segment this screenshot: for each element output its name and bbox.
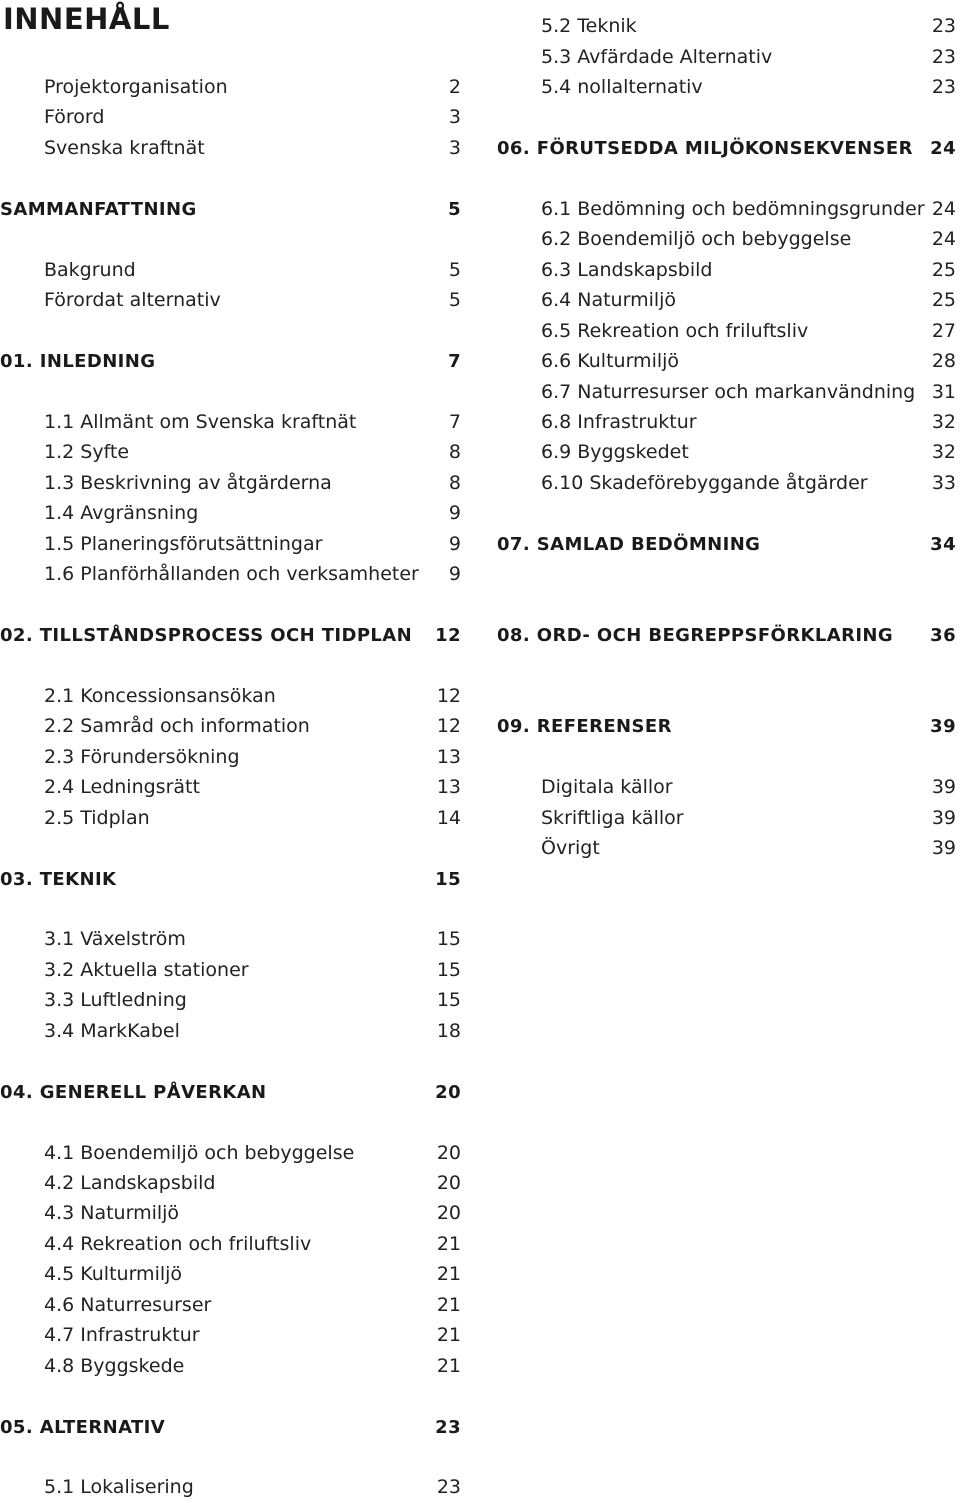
toc-page-number: 28 (931, 350, 956, 372)
toc-entry[interactable] (0, 803, 462, 833)
toc-entry-label: 5.1 Lokalisering (44, 1476, 194, 1498)
toc-entry-label: 6.8 Infrastruktur (541, 411, 697, 433)
toc-page-number: 27 (931, 320, 956, 342)
toc-page-number: 39 (930, 715, 956, 737)
toc-entry[interactable] (497, 285, 957, 315)
toc-page-number: 18 (436, 1020, 461, 1042)
toc-page-number: 23 (436, 1476, 461, 1498)
toc-entry[interactable] (0, 924, 462, 954)
toc-page-number: 3 (448, 106, 461, 128)
toc-page-number: 5 (448, 198, 461, 220)
toc-entry-label: 6.3 Landskapsbild (541, 259, 713, 281)
toc-entry[interactable] (497, 437, 957, 467)
toc-entry-label: 6.4 Naturmiljö (541, 289, 677, 311)
toc-entry-label: 2.1 Koncessionsansökan (44, 685, 276, 707)
toc-entry-label: 08. ORD- OCH BEGREPPSFÖRKLARING (497, 624, 894, 646)
toc-page-number: 12 (435, 624, 461, 646)
toc-page-number: 7 (448, 350, 461, 372)
toc-section-heading[interactable] (497, 133, 957, 163)
toc-entry-label: 3.4 MarkKabel (44, 1020, 180, 1042)
toc-entry[interactable] (497, 346, 957, 376)
toc-page-number: 33 (931, 472, 956, 494)
toc-entry-label: Svenska kraftnät (44, 137, 205, 159)
toc-section-heading[interactable] (0, 864, 462, 894)
toc-section-heading[interactable] (497, 620, 957, 650)
toc-page-number: 12 (436, 685, 461, 707)
toc-entry-label: Övrigt (541, 837, 600, 859)
toc-entry[interactable] (497, 255, 957, 285)
toc-section-heading[interactable] (497, 711, 957, 741)
toc-page-number: 9 (448, 502, 461, 524)
toc-entry-label: 5.4 nollalternativ (541, 76, 703, 98)
toc-entry-label: 4.6 Naturresurser (44, 1294, 212, 1316)
toc-page-number: 20 (436, 1142, 461, 1164)
toc-page-number: 34 (930, 533, 956, 555)
toc-page-number: 21 (436, 1263, 461, 1285)
toc-entry-label: 02. TILLSTÅNDSPROCESS OCH TIDPLAN (0, 624, 413, 646)
toc-entry-label: Förordat alternativ (44, 289, 221, 311)
toc-page-number: 39 (931, 807, 956, 829)
toc-entry-label: 2.5 Tidplan (44, 807, 150, 829)
toc-entry[interactable] (0, 985, 462, 1015)
toc-page-number: 3 (448, 137, 461, 159)
toc-page-number: 23 (931, 46, 956, 68)
toc-entry-label: 3.1 Växelström (44, 928, 186, 950)
toc-page-number: 20 (435, 1081, 461, 1103)
toc-entry-label: 4.4 Rekreation och friluftsliv (44, 1233, 312, 1255)
toc-entry-label: 4.8 Byggskede (44, 1355, 185, 1377)
toc-entry-label: 07. SAMLAD BEDÖMNING (497, 533, 761, 555)
toc-entry[interactable] (0, 1168, 462, 1198)
toc-entry-label: 05. ALTERNATIV (0, 1416, 166, 1438)
toc-entry[interactable] (0, 1138, 462, 1168)
toc-entry[interactable] (497, 833, 957, 863)
toc-entry[interactable] (0, 742, 462, 772)
toc-entry-label: 09. REFERENSER (497, 715, 672, 737)
toc-page-number: 20 (436, 1202, 461, 1224)
toc-entry-label: 04. GENERELL PÅVERKAN (0, 1081, 267, 1103)
toc-entry[interactable] (497, 468, 957, 498)
toc-section-heading[interactable] (0, 346, 462, 376)
toc-page-number: 39 (931, 776, 956, 798)
page-title: INNEHÅLL (3, 2, 170, 36)
toc-entry-label: 1.1 Allmänt om Svenska kraftnät (44, 411, 357, 433)
toc-page-number: 15 (436, 928, 461, 950)
toc-entry-label: 3.2 Aktuella stationer (44, 959, 249, 981)
toc-page-number: 24 (931, 228, 956, 250)
toc-entry[interactable] (0, 772, 462, 802)
toc-entry[interactable] (497, 772, 957, 802)
toc-entry[interactable] (497, 803, 957, 833)
toc-entry-label: Digitala källor (541, 776, 673, 798)
toc-entry-label: 03. TEKNIK (0, 868, 117, 890)
toc-entry-label: 5.3 Avfärdade Alternativ (541, 46, 773, 68)
toc-entry-label: 1.5 Planeringsförutsättningar (44, 533, 323, 555)
toc-entry[interactable] (0, 468, 462, 498)
toc-entry[interactable] (0, 285, 462, 315)
toc-entry-label: 4.5 Kulturmiljö (44, 1263, 183, 1285)
toc-entry[interactable] (0, 1229, 462, 1259)
toc-entry[interactable] (0, 711, 462, 741)
toc-entry[interactable] (0, 1198, 462, 1228)
toc-section-heading[interactable] (0, 1412, 462, 1442)
toc-page-number: 36 (930, 624, 956, 646)
toc-page-number: 31 (931, 381, 956, 403)
toc-entry[interactable] (0, 102, 462, 132)
toc-page-number: 12 (436, 715, 461, 737)
toc-entry-label: 6.7 Naturresurser och markanvändning (541, 381, 916, 403)
toc-entry-label: 6.5 Rekreation och friluftsliv (541, 320, 809, 342)
toc-entry-label: 6.9 Byggskedet (541, 441, 689, 463)
toc-page-number: 5 (448, 259, 461, 281)
toc-page-number: 5 (448, 289, 461, 311)
toc-page-number: 21 (436, 1233, 461, 1255)
toc-section-heading[interactable] (0, 194, 462, 224)
toc-page-number: 39 (931, 837, 956, 859)
toc-entry[interactable] (0, 72, 462, 102)
toc-section-heading[interactable] (0, 1077, 462, 1107)
toc-entry-label: 3.3 Luftledning (44, 989, 187, 1011)
toc-entry-label: 6.2 Boendemiljö och bebyggelse (541, 228, 852, 250)
toc-page-number: 23 (931, 76, 956, 98)
toc-entry-label: 2.4 Ledningsrätt (44, 776, 200, 798)
toc-entry-label: 6.1 Bedömning och bedömningsgrunder (541, 198, 925, 220)
toc-entry[interactable] (0, 498, 462, 528)
toc-entry[interactable] (0, 1351, 462, 1381)
toc-page-number: 15 (436, 959, 461, 981)
toc-page-number: 20 (436, 1172, 461, 1194)
toc-entry-label: 01. INLEDNING (0, 350, 156, 372)
toc-entry[interactable] (0, 407, 462, 437)
toc-entry[interactable] (0, 437, 462, 467)
toc-page-number: 14 (436, 807, 461, 829)
toc-page-number: 32 (931, 441, 956, 463)
toc-section-heading[interactable] (497, 529, 957, 559)
toc-entry-label: 6.6 Kulturmiljö (541, 350, 680, 372)
toc-entry-label: SAMMANFATTNING (0, 198, 197, 220)
toc-entry-label: Projektorganisation (44, 76, 228, 98)
toc-entry[interactable] (497, 194, 957, 224)
toc-entry-label: 1.3 Beskrivning av åtgärderna (44, 472, 332, 494)
toc-entry[interactable] (0, 1290, 462, 1320)
toc-entry-label: 4.3 Naturmiljö (44, 1202, 180, 1224)
toc-page-number: 8 (448, 472, 461, 494)
toc-page-number: 15 (435, 868, 461, 890)
toc-entry[interactable] (497, 316, 957, 346)
toc-entry-label: 1.4 Avgränsning (44, 502, 199, 524)
toc-entry-label: 5.2 Teknik (541, 15, 637, 37)
toc-page-number: 23 (435, 1416, 461, 1438)
toc-section-heading[interactable] (0, 620, 462, 650)
toc-page-number: 15 (436, 989, 461, 1011)
toc-entry[interactable] (497, 224, 957, 254)
toc-entry[interactable] (0, 529, 462, 559)
toc-page-number: 8 (448, 441, 461, 463)
toc-entry[interactable] (0, 1472, 462, 1502)
toc-page-number: 25 (931, 259, 956, 281)
toc-page-number: 9 (448, 563, 461, 585)
toc-page-number: 9 (448, 533, 461, 555)
toc-page-number: 32 (931, 411, 956, 433)
toc-entry-label: 2.2 Samråd och information (44, 715, 310, 737)
toc-entry[interactable] (0, 681, 462, 711)
toc-entry[interactable] (497, 42, 957, 72)
toc-entry-label: Förord (44, 106, 105, 128)
toc-page-number: 21 (436, 1355, 461, 1377)
toc-entry-label: 1.2 Syfte (44, 441, 130, 463)
toc-entry-label: 4.2 Landskapsbild (44, 1172, 216, 1194)
toc-entry[interactable] (497, 11, 957, 41)
toc-page-number: 2 (448, 76, 461, 98)
toc-page-number: 21 (436, 1294, 461, 1316)
toc-entry[interactable] (497, 377, 957, 407)
toc-page-number: 24 (930, 137, 956, 159)
toc-page-number: 13 (436, 746, 461, 768)
toc-entry-label: 4.1 Boendemiljö och bebyggelse (44, 1142, 355, 1164)
toc-entry[interactable] (497, 407, 957, 437)
toc-entry[interactable] (497, 72, 957, 102)
toc-entry-label: Bakgrund (44, 259, 136, 281)
toc-entry[interactable] (0, 1320, 462, 1350)
toc-entry[interactable] (0, 559, 462, 589)
toc-page-number: 25 (931, 289, 956, 311)
toc-page-number: 24 (931, 198, 956, 220)
toc-entry-label: 06. FÖRUTSEDDA MILJÖKONSEKVENSER (497, 137, 913, 159)
toc-entry-label: 1.6 Planförhållanden och verksamheter (44, 563, 419, 585)
toc-entry-label: 2.3 Förundersökning (44, 746, 240, 768)
toc-entry[interactable] (0, 1016, 462, 1046)
toc-page-number: 13 (436, 776, 461, 798)
toc-entry-label: Skriftliga källor (541, 807, 684, 829)
toc-entry-label: 6.10 Skadeförebyggande åtgärder (541, 472, 868, 494)
toc-entry[interactable] (0, 955, 462, 985)
toc-page-number: 23 (931, 15, 956, 37)
toc-entry[interactable] (0, 1259, 462, 1289)
toc-page-number: 21 (436, 1324, 461, 1346)
toc-page-number: 7 (448, 411, 461, 433)
toc-entry[interactable] (0, 255, 462, 285)
toc-entry-label: 4.7 Infrastruktur (44, 1324, 200, 1346)
toc-entry[interactable] (0, 133, 462, 163)
